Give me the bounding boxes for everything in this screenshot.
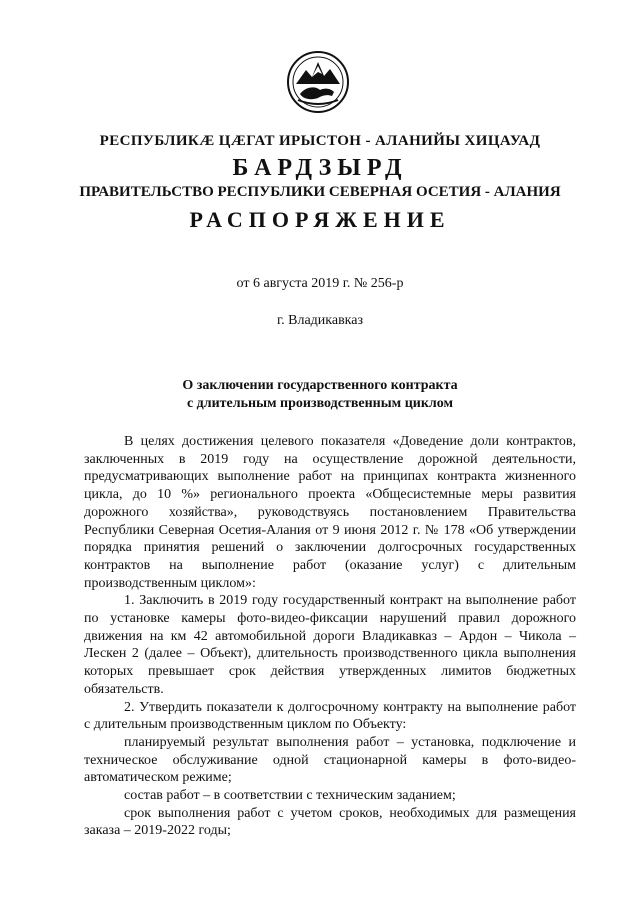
coat-of-arms-emblem [286, 50, 350, 114]
body-paragraph: срок выполнения работ с учетом сроков, необходимых для размещения заказа – 2019-2022 годы; [84, 805, 576, 839]
header-russian-government: ПРАВИТЕЛЬСТВО РЕСПУБЛИКИ СЕВЕРНАЯ ОСЕТИЯ - АЛАНИЯ [79, 184, 561, 200]
document-date-number: от 6 августа 2019 г. № 256-р [236, 276, 404, 291]
body-paragraph: 1. Заключить в 2019 году государственный контракт на выполнение работ по установке камеры фото-видео-фиксации нарушений правил дорожного движения на км 42 автомобильной дороги Владикавказ – Ардон – Чикола – Лескен 2 (далее – Объект), длительность производственного цикла выполнения которых превышает срок действия утвержденных лимитов бюджетных обязательств. [84, 593, 576, 697]
body-paragraph: планируемый результат выполнения работ – установка, подключение и техническое обслуживание одной стационарной камеры в фото-видео-автоматическом режиме; [84, 734, 576, 786]
subject-line-2: с длительным производственным циклом [186, 396, 454, 411]
document-body [84, 433, 576, 840]
body-paragraph: 2. Утвердить показатели к долгосрочному контракту на выполнение работ с длительным производственным циклом по Объекту: [84, 699, 576, 733]
header-ossetian-government: РЕСПУБЛИКӔ ЦӔГАТ ИРЫСТОН - АЛАНИЙЫ ХИЦАУАД [99, 133, 541, 149]
body-paragraph: В целях достижения целевого показателя «Доведение доли контрактов, заключенных в 2019 году на осуществление дорожной деятельности, предусматривающих выполнение работ на принципах контракта жизненного цикла, до 10 %» регионального проекта «Общесистемные меры развития дорожного хозяйства», руководствуясь постановлением Правительства Республики Северная Осетия-Алания от 9 июня 2012 г. № 178 «Об утверждении порядка принятия решений о заключении долгосрочных государственных контрактов на выполнение работ (оказание услуг) с длительным производственным циклом»: [84, 434, 576, 591]
header-ossetian-title: БАРДЗЫРД [232, 155, 408, 181]
document-subject [0, 377, 640, 413]
document-city: г. Владикавказ [276, 313, 364, 328]
document-type-title: РАСПОРЯЖЕНИЕ [189, 207, 451, 232]
body-paragraph: состав работ – в соответствии с техническим заданием; [124, 788, 456, 804]
subject-line-1: О заключении государственного контракта [182, 378, 458, 393]
